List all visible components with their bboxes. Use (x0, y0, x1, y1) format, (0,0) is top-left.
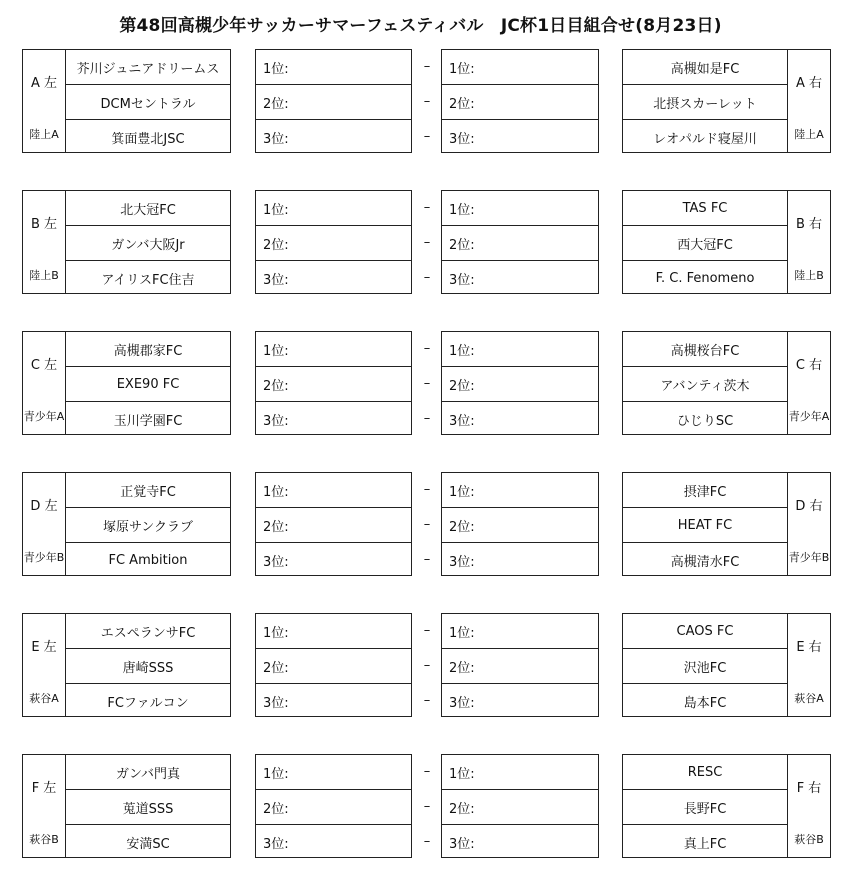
right-teams-box (622, 754, 788, 858)
team-name: 西大冠FC (677, 237, 733, 253)
rank-label: 1位: (449, 485, 475, 500)
right-teams-box (622, 613, 788, 717)
rank-row (256, 225, 411, 260)
team-row (623, 614, 787, 649)
group-label: D 右 (795, 499, 823, 514)
rank-label: 3位: (263, 272, 289, 288)
team-name: FC Ambition (108, 552, 188, 568)
right-rank-box (441, 331, 599, 435)
team-row (623, 789, 787, 824)
rank-label: 2位: (263, 96, 289, 112)
team-name: CAOS FC (676, 624, 734, 639)
team-name: 高槻如是FC (670, 62, 740, 77)
rank-label: 1位: (263, 62, 289, 77)
rank-row (442, 260, 598, 295)
team-name: 唐崎SSS (122, 660, 174, 676)
versus-dash: – (423, 693, 431, 708)
rank-row (442, 401, 598, 436)
versus-dash: – (423, 764, 431, 779)
team-row (623, 401, 787, 436)
rank-label: 3位: (449, 554, 475, 570)
rank-row (442, 542, 598, 577)
versus-dash: – (423, 552, 431, 567)
page-title: 第48回高槻少年サッカーサマーフェスティバル JC杯1日目組合せ(8月23日) (119, 16, 722, 36)
left-teams-box (65, 754, 231, 858)
group-label: C 右 (795, 358, 823, 373)
team-name: EXE90 FC (116, 376, 180, 392)
right-rank-box (441, 613, 599, 717)
rank-label: 2位: (263, 378, 289, 394)
versus-dash: – (423, 482, 431, 497)
group-label: B 左 (30, 217, 58, 232)
venue-label: 萩谷B (794, 833, 824, 846)
team-row (623, 119, 787, 154)
right-group-label-box (787, 331, 831, 435)
team-name: 莵道SSS (122, 801, 174, 817)
versus-dash: – (423, 341, 431, 356)
group-label: C 左 (30, 358, 58, 373)
team-row (623, 542, 787, 577)
team-name: 塚原サンクラブ (102, 519, 194, 535)
rank-row (256, 473, 411, 508)
team-name: 箕面豊北JSC (111, 131, 185, 147)
venue-label: 青少年A (23, 410, 65, 423)
right-group-label-box (787, 190, 831, 294)
rank-row (442, 648, 598, 683)
rank-row (256, 119, 411, 154)
team-row (66, 332, 230, 367)
team-name: 真上FC (683, 836, 727, 852)
group-block (0, 190, 841, 297)
team-name: 高槻桜台FC (670, 344, 740, 359)
right-rank-box (441, 754, 599, 858)
rank-label: 1位: (263, 767, 289, 782)
team-row (623, 366, 787, 401)
team-name: FCファルコン (107, 695, 189, 711)
rank-label: 2位: (449, 237, 475, 253)
team-name: DCMセントラル (100, 96, 196, 112)
group-label: F 左 (31, 781, 57, 796)
left-group-label-box (22, 49, 66, 153)
left-teams-box (65, 613, 231, 717)
team-row (623, 260, 787, 295)
rank-label: 3位: (263, 836, 289, 852)
team-row (623, 225, 787, 260)
rank-row (442, 824, 598, 859)
team-row (623, 84, 787, 119)
right-teams-box (622, 49, 788, 153)
versus-dash: – (423, 799, 431, 814)
rank-label: 3位: (263, 413, 289, 429)
team-row (623, 50, 787, 85)
team-row (66, 473, 230, 508)
team-name: エスペランサFC (100, 626, 196, 641)
group-block (0, 613, 841, 720)
left-rank-box (255, 754, 412, 858)
rank-row (256, 84, 411, 119)
right-rank-box (441, 190, 599, 294)
rank-label: 3位: (449, 272, 475, 288)
group-block (0, 472, 841, 579)
rank-label: 3位: (449, 413, 475, 429)
left-teams-box (65, 49, 231, 153)
venue-label: 青少年B (23, 551, 65, 564)
right-teams-box (622, 190, 788, 294)
rank-label: 3位: (263, 554, 289, 570)
rank-label: 3位: (449, 131, 475, 147)
rank-label: 1位: (449, 767, 475, 782)
rank-label: 3位: (449, 695, 475, 711)
right-group-label-box (787, 472, 831, 576)
versus-dash: – (423, 270, 431, 285)
rank-row (256, 648, 411, 683)
versus-dash: – (423, 658, 431, 673)
versus-dash: – (423, 129, 431, 144)
team-name: RESC (687, 765, 723, 780)
team-row (66, 50, 230, 85)
left-group-label-box (22, 754, 66, 858)
venue-label: 陸上B (794, 269, 824, 282)
left-group-label-box (22, 331, 66, 435)
rank-row (256, 260, 411, 295)
left-rank-box (255, 190, 412, 294)
team-row (66, 225, 230, 260)
team-name: 高槻清水FC (670, 554, 740, 570)
team-row (66, 366, 230, 401)
rank-label: 2位: (449, 378, 475, 394)
rank-row (256, 789, 411, 824)
team-name: 安満SC (126, 836, 170, 852)
venue-label: 萩谷A (29, 692, 59, 705)
group-block (0, 49, 841, 156)
rank-label: 2位: (449, 660, 475, 676)
team-row (66, 191, 230, 226)
rank-row (256, 614, 411, 649)
venue-label: 陸上B (29, 269, 59, 282)
right-group-label-box (787, 49, 831, 153)
venue-label: 青少年A (788, 410, 830, 423)
team-name: 北摂スカーレット (653, 96, 757, 112)
rank-row (442, 332, 598, 367)
team-row (66, 789, 230, 824)
versus-dash: – (423, 200, 431, 215)
group-block (0, 331, 841, 438)
team-row (623, 507, 787, 542)
versus-dash: – (423, 59, 431, 74)
group-label: E 右 (796, 640, 822, 655)
rank-label: 1位: (263, 344, 289, 359)
left-teams-box (65, 190, 231, 294)
rank-row (256, 824, 411, 859)
rank-label: 1位: (263, 203, 289, 218)
versus-dash: – (423, 376, 431, 391)
team-name: TAS FC (682, 201, 728, 216)
group-block (0, 754, 841, 861)
team-name: 沢池FC (683, 660, 727, 676)
rank-row (442, 225, 598, 260)
rank-row (442, 50, 598, 85)
left-group-label-box (22, 472, 66, 576)
team-name: 北大冠FC (120, 203, 176, 218)
rank-label: 1位: (263, 485, 289, 500)
rank-label: 2位: (263, 237, 289, 253)
team-row (623, 824, 787, 859)
team-row (623, 191, 787, 226)
team-row (623, 755, 787, 790)
rank-label: 2位: (449, 519, 475, 535)
team-name: ガンバ門真 (115, 767, 181, 782)
rank-row (442, 614, 598, 649)
right-rank-box (441, 472, 599, 576)
rank-row (442, 755, 598, 790)
venue-label: 陸上A (794, 128, 824, 141)
rank-row (256, 542, 411, 577)
team-name: F. C. Fenomeno (655, 270, 755, 286)
team-name: ガンバ大阪Jr (111, 237, 185, 253)
team-row (66, 648, 230, 683)
versus-dash: – (423, 834, 431, 849)
rank-label: 2位: (263, 801, 289, 817)
team-row (66, 84, 230, 119)
left-teams-box (65, 331, 231, 435)
team-name: ひじりSC (676, 413, 734, 429)
left-rank-box (255, 472, 412, 576)
rank-row (256, 507, 411, 542)
versus-dash: – (423, 517, 431, 532)
team-name: 長野FC (683, 801, 727, 817)
left-group-label-box (22, 613, 66, 717)
versus-dash: – (423, 623, 431, 638)
left-rank-box (255, 49, 412, 153)
venue-label: 萩谷B (29, 833, 59, 846)
rank-row (256, 683, 411, 718)
rank-row (256, 50, 411, 85)
team-name: HEAT FC (677, 517, 733, 533)
right-group-label-box (787, 754, 831, 858)
team-row (66, 401, 230, 436)
team-name: 芥川ジュニアドリームス (76, 62, 220, 77)
rank-label: 1位: (449, 344, 475, 359)
venue-label: 青少年B (788, 551, 830, 564)
group-label: D 左 (30, 499, 58, 514)
team-row (66, 260, 230, 295)
rank-label: 1位: (449, 626, 475, 641)
rank-row (442, 789, 598, 824)
rank-label: 3位: (263, 131, 289, 147)
rank-label: 2位: (263, 519, 289, 535)
left-rank-box (255, 613, 412, 717)
venue-label: 萩谷A (794, 692, 824, 705)
group-label: B 右 (795, 217, 823, 232)
rank-label: 2位: (449, 801, 475, 817)
left-group-label-box (22, 190, 66, 294)
team-name: アバンティ茨木 (660, 378, 750, 394)
team-name: 正覚寺FC (120, 485, 176, 500)
right-teams-box (622, 331, 788, 435)
team-row (66, 614, 230, 649)
rank-row (256, 191, 411, 226)
right-teams-box (622, 472, 788, 576)
left-rank-box (255, 331, 412, 435)
versus-dash: – (423, 411, 431, 426)
team-row (623, 683, 787, 718)
rank-label: 3位: (263, 695, 289, 711)
team-name: 島本FC (683, 695, 727, 711)
team-row (66, 542, 230, 577)
rank-row (256, 366, 411, 401)
rank-row (256, 332, 411, 367)
team-row (66, 119, 230, 154)
left-teams-box (65, 472, 231, 576)
venue-label: 陸上A (29, 128, 59, 141)
team-row (623, 648, 787, 683)
right-rank-box (441, 49, 599, 153)
rank-row (442, 84, 598, 119)
rank-row (442, 119, 598, 154)
team-row (66, 824, 230, 859)
group-label: F 右 (796, 781, 822, 796)
team-row (66, 683, 230, 718)
team-name: 高槻郡家FC (113, 344, 183, 359)
rank-label: 1位: (449, 203, 475, 218)
rank-row (256, 755, 411, 790)
team-name: レオパルド寝屋川 (653, 131, 757, 147)
group-label: A 右 (795, 76, 823, 91)
rank-row (442, 507, 598, 542)
rank-row (442, 473, 598, 508)
rank-label: 1位: (449, 62, 475, 77)
rank-row (442, 191, 598, 226)
rank-row (256, 401, 411, 436)
team-name: 摂津FC (683, 485, 727, 500)
group-label: E 左 (31, 640, 57, 655)
group-label: A 左 (30, 76, 58, 91)
right-group-label-box (787, 613, 831, 717)
rank-row (442, 683, 598, 718)
team-name: アイリスFC住吉 (101, 272, 195, 288)
rank-row (442, 366, 598, 401)
rank-label: 1位: (263, 626, 289, 641)
team-row (623, 473, 787, 508)
team-name: 玉川学園FC (113, 413, 183, 429)
versus-dash: – (423, 235, 431, 250)
team-row (623, 332, 787, 367)
versus-dash: – (423, 94, 431, 109)
rank-label: 2位: (449, 96, 475, 112)
team-row (66, 755, 230, 790)
rank-label: 3位: (449, 836, 475, 852)
team-row (66, 507, 230, 542)
rank-label: 2位: (263, 660, 289, 676)
